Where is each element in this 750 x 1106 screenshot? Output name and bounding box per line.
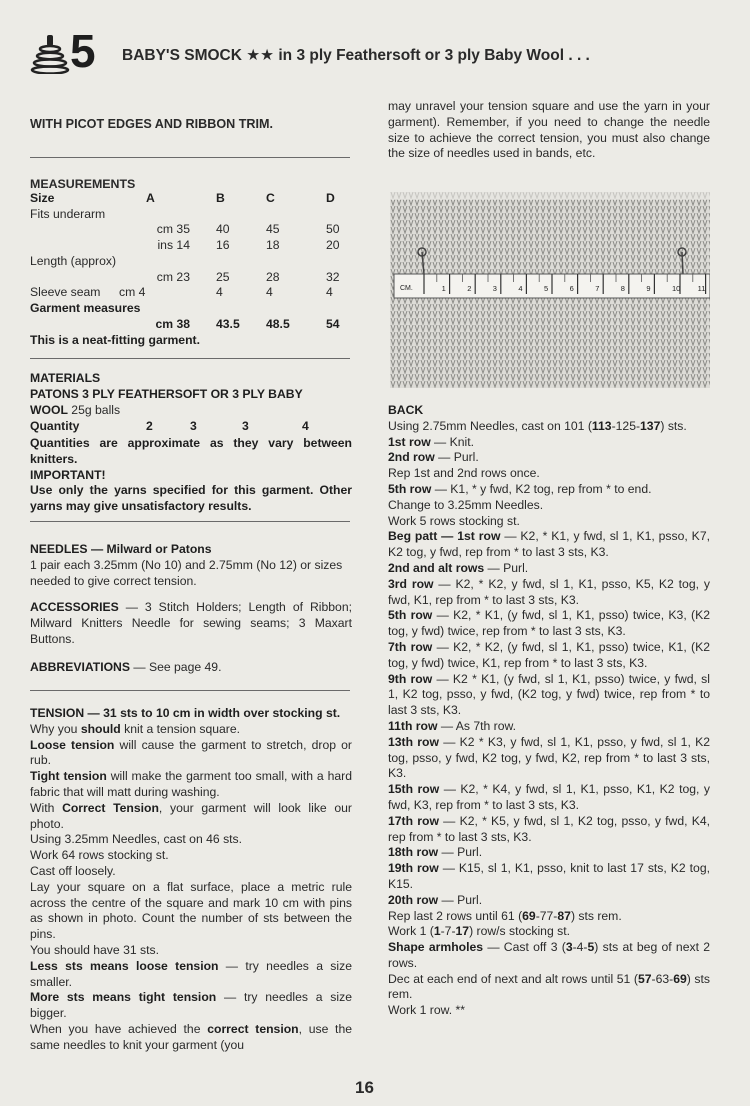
measurements-heading: MEASUREMENTS [30,177,136,191]
ruler-label: CM. [400,285,413,292]
size-row: Size A B C D [30,191,335,205]
fit-note: This is a neat-fitting garment. [30,333,200,348]
materials-heading: MATERIALS [30,371,101,385]
materials-line1: PATONS 3 PLY FEATHERSOFT OR 3 PLY BABY [30,386,303,401]
tension-block: TENSION — 31 sts to 10 cm in width over stocking st. Why you should knit a tension square. Loose tension will cause the garment to stretch, drop or rub. Tight tension will make the garment too small, with a hard fabric that will matt during washing. With Correct Tension, your garment will look like our photo. Using 3.25mm Needles, cast on 46 sts. Work 64 rows stocking st. Cast off loosely. Lay your square on a flat surface, place a metric rule across the centre of the square and mark 10 cm with pins as shown in photo. Count the number of sts between the pins. You should have 31 sts. Less sts means loose tension — try needles a size smaller. More sts means tight tension — try needles a size bigger. When you have achieved the correct tension, use the same needles to knit your garment (you [30,706,353,1052]
fits-row: Fits underarm [30,206,106,221]
ruler-number: 6 [569,284,574,293]
divider [30,157,350,158]
page-number: 16 [355,1078,374,1097]
ruler-number: 4 [518,284,523,293]
quantities-note: Quantities are approximate as they vary between knitters. [30,436,352,466]
needles-block [30,542,352,589]
divider [30,521,350,522]
tension-continued: may unravel your tension square and use the yarn in your garment). Remember, if you need to change the needle size to achieve the correct tension, you must also change the size of needles used in bands, etc. [388,99,710,161]
important-note: Use only the yarns specified for this garment. Other yarns may give unsatisfactory results. [30,483,352,514]
ruler-number: 8 [620,284,625,293]
ruler-number: 5 [544,284,549,293]
measurements-table [30,191,340,332]
ruler-number: 2 [467,284,472,293]
materials-block: MATERIALS PATONS 3 PLY FEATHERSOFT OR 3 PLY BABY WOOL 25g balls Quantity 2 3 3 4 Quantities are approximate as they vary between knitters. IMPORTANT! Use only the yarns specified for this garment. Other yarns may give unsatisfactory results. [30,371,352,514]
tension-square-photo [390,192,710,388]
measurements-block [30,177,340,348]
quantity-row: Quantity 2 3 3 4 [30,419,309,434]
accessories-block: ACCESSORIES — 3 Stitch Holders; Length of Ribbon; Milward Knitters Needle for sewing seams; 3 Maxart Buttons. [30,600,352,646]
pattern-number: 5 [70,25,96,77]
sleeve-row: Sleeve seam cm 4 4 4 4 [30,285,333,300]
garment-row: cm 38 43.5 48.5 54 [155,316,340,331]
title-rest: in 3 ply Feathersoft or 3 ply Baby Wool . . . [278,47,590,64]
back-section: BACK Using 2.75mm Needles, cast on 101 (113-125-137) sts. 1st row — Knit. 2nd row — Purl. Rep 1st and 2nd rows once. 5th row — K1, * y fwd, K2 tog, rep from * to end. Change to 3.25mm Needles. Work 5 rows stocking st. Beg patt — 1st row — K2, * K1, y fwd, sl 1, K1, psso, K7, K2 tog, y fwd, rep from * to last 3 sts, K3. 2nd and alt rows — Purl. 3rd row — K2, * K2, y fwd, sl 1, K1, psso, K5, K2 tog, y fwd, K1, rep from * to last 3 sts, K3. 5th row — K2, * K1, (y fwd, sl 1, K1, psso) twice, K3, (K2 tog, y fwd) twice, rep from * to last 3 sts, K3. 7th row — K2, * K2, (y fwd, sl 1, K1, psso) twice, K1, (K2 tog, y fwd) twice, K1, rep from * to last 3 sts, K3. 9th row — K2 * K1, (y fwd, sl 1, K1, psso) twice, y fwd, sl 1, K2 tog, psso, y fwd, (K2 tog, y fwd) twice, rep from * to last 3 sts, K3. 11th row — As 7th row. 13th row — K2 * K3, y fwd, sl 1, K1, psso, y fwd, sl 1, K2 tog, psso, y fwd, K2 tog, y fwd, K2, rep from * to last 3 sts, K3. 15th row — K2, * K4, y fwd, sl 1, K1, psso, K1, K2 tog, y fwd, K3, rep from * to last 3 sts, K3. 17th row — K2, * K5, y fwd, sl 1, K2 tog, psso, y fwd, K4, rep from * to last 3 sts, K3. 18th row — Purl. 19th row — K15, sl 1, K1, psso, knit to last 17 sts, K2 tog, K15. 20th row — Purl. Rep last 2 rows until 61 (69-77-87) sts rem. Work 1 (1-7-17) row/s stocking st. Shape armholes — Cast off 3 (3-4-5) sts at beg of next 2 rows. Dec at each end of next and alt rows until 51 (57-63-69) sts rem. Work 1 row. ** [388,403,711,1018]
back-heading: BACK [388,403,424,417]
stacked-rings-logo-icon [30,32,70,74]
ruler-number: 1 [441,284,446,293]
tension-heading: TENSION — 31 sts to 10 cm in width over stocking st. [30,706,341,720]
divider [30,690,350,691]
length-row: cm 23 25 28 32 [156,269,340,284]
ruler-number: 11 [697,284,706,293]
length-label-row: Length (approx) [30,253,117,268]
important-label: IMPORTANT! [30,467,106,482]
ruler-number: 7 [595,284,600,293]
underarm-ins-row: ins 14 16 18 20 [157,238,340,253]
ruler-number: 9 [646,284,651,293]
underarm-cm-row: cm 35 40 45 50 [156,222,340,237]
divider [30,358,350,359]
subtitle: WITH PICOT EDGES AND RIBBON TRIM. [30,117,274,131]
difficulty-stars: ★★ [246,47,275,64]
abbreviations-block: ABBREVIATIONS — See page 49. [30,660,222,674]
ruler-number: 3 [492,284,497,293]
quantity-table [30,419,309,435]
needles-heading: NEEDLES — Milward or Patons [30,542,212,556]
title-main: BABY'S SMOCK [122,47,242,64]
needles-text: 1 pair each 3.25mm (No 10) and 2.75mm (No 12) or sizes needed to give correct tension. [30,557,343,588]
ruler-number: 10 [672,284,681,293]
page-header [30,25,730,80]
pattern-title [122,46,590,65]
garment-label-row: Garment measures [30,300,141,315]
